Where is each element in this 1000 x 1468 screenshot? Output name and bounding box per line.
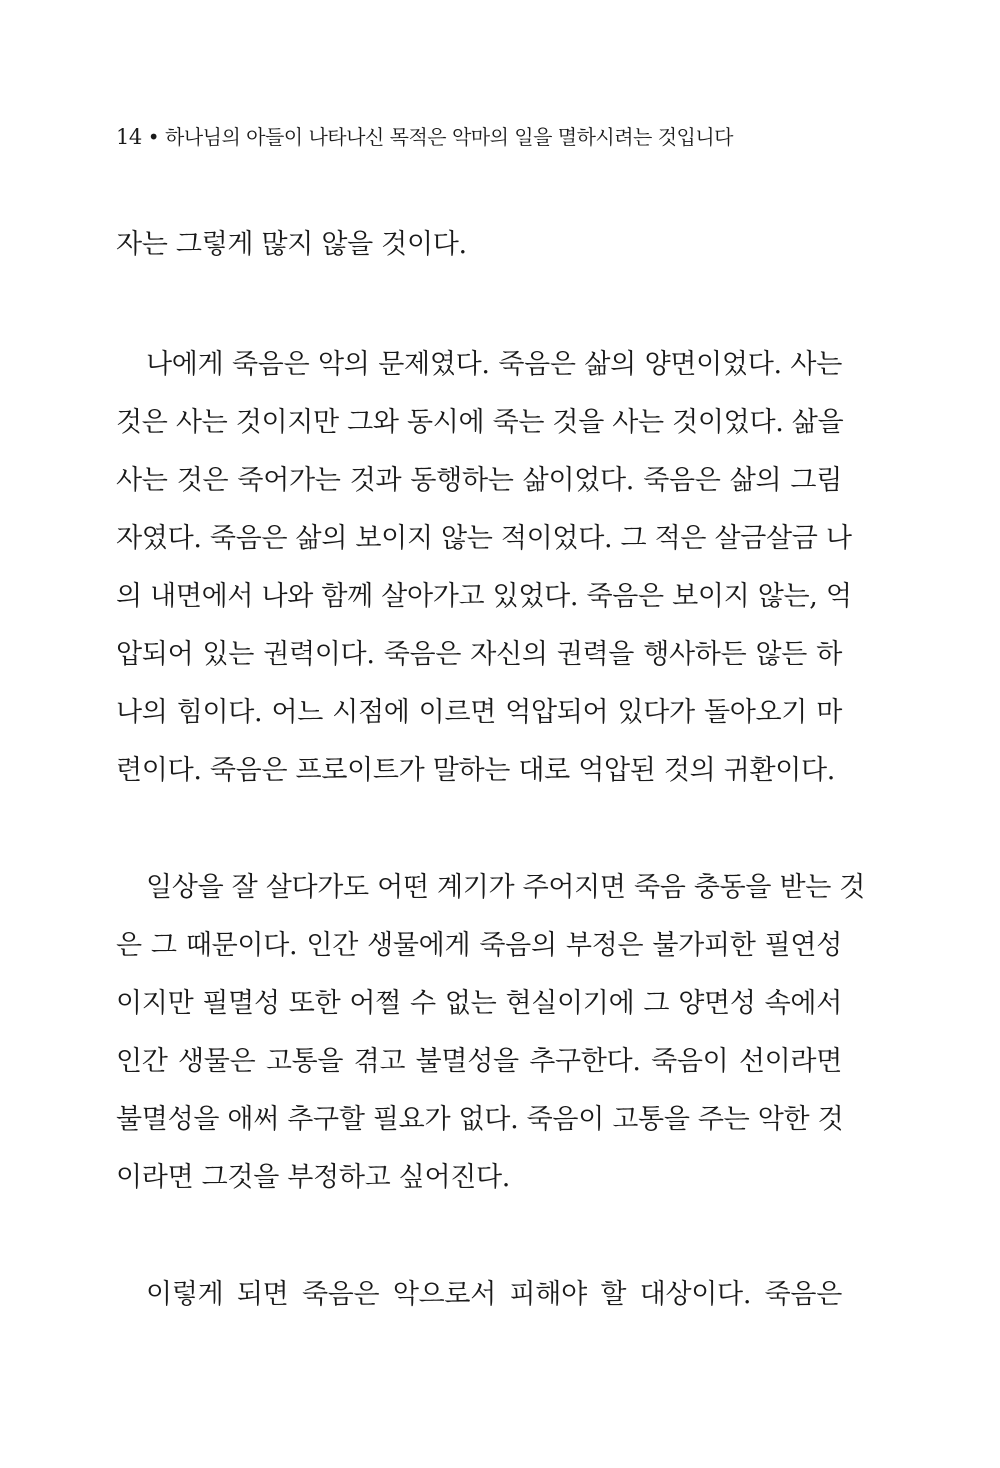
text-line: 이지만 필멸성 또한 어쩔 수 없는 현실이기에 그 양면성 속에서 [116,988,842,1019]
text-line: 이라면 그것을 부정하고 싶어진다. [116,1162,511,1193]
text-line: 나에게 죽음은 악의 문제였다. 죽음은 삶의 양면이었다. 사는 [146,349,842,380]
text-line: 불멸성을 애써 추구할 필요가 없다. 죽음이 고통을 주는 악한 것 [116,1104,844,1135]
text-line: 인간 생물은 고통을 겪고 불멸성을 추구한다. 죽음이 선이라면 [116,1046,842,1077]
text-line: 련이다. 죽음은 프로이트가 말하는 대로 억압된 것의 귀환이다. [116,755,836,786]
text-line: 이렇게 되면 죽음은 악으로서 피해야 할 대상이다. 죽음은 [146,1279,842,1310]
text-line: 자는 그렇게 많지 않을 것이다. [116,229,467,260]
text-line: 의 내면에서 나와 함께 살아가고 있었다. 죽음은 보이지 않는, 억 [116,581,852,612]
text-line: 일상을 잘 살다가도 어떤 계기가 주어지면 죽음 충동을 받는 것 [146,872,866,903]
text-line: 압되어 있는 권력이다. 죽음은 자신의 권력을 행사하든 않든 하 [116,639,842,670]
running-title: 하나님의 아들이 나타나신 목적은 악마의 일을 멸하시려는 것입니다 [165,125,733,149]
running-header [116,121,876,153]
text-line: 자였다. 죽음은 삶의 보이지 않는 적이었다. 그 적은 살금살금 나 [116,523,852,554]
header-bullet: • [147,125,160,149]
text-line: 나의 힘이다. 어느 시점에 이르면 억압되어 있다가 돌아오기 마 [116,697,842,728]
text-line: 사는 것은 죽어가는 것과 동행하는 삶이었다. 죽음은 삶의 그림 [116,465,842,496]
text-line: 은 그 때문이다. 인간 생물에게 죽음의 부정은 불가피한 필연성 [116,930,842,961]
page-number: 14 [116,125,142,149]
text-line: 것은 사는 것이지만 그와 동시에 죽는 것을 사는 것이었다. 삶을 [116,407,844,438]
